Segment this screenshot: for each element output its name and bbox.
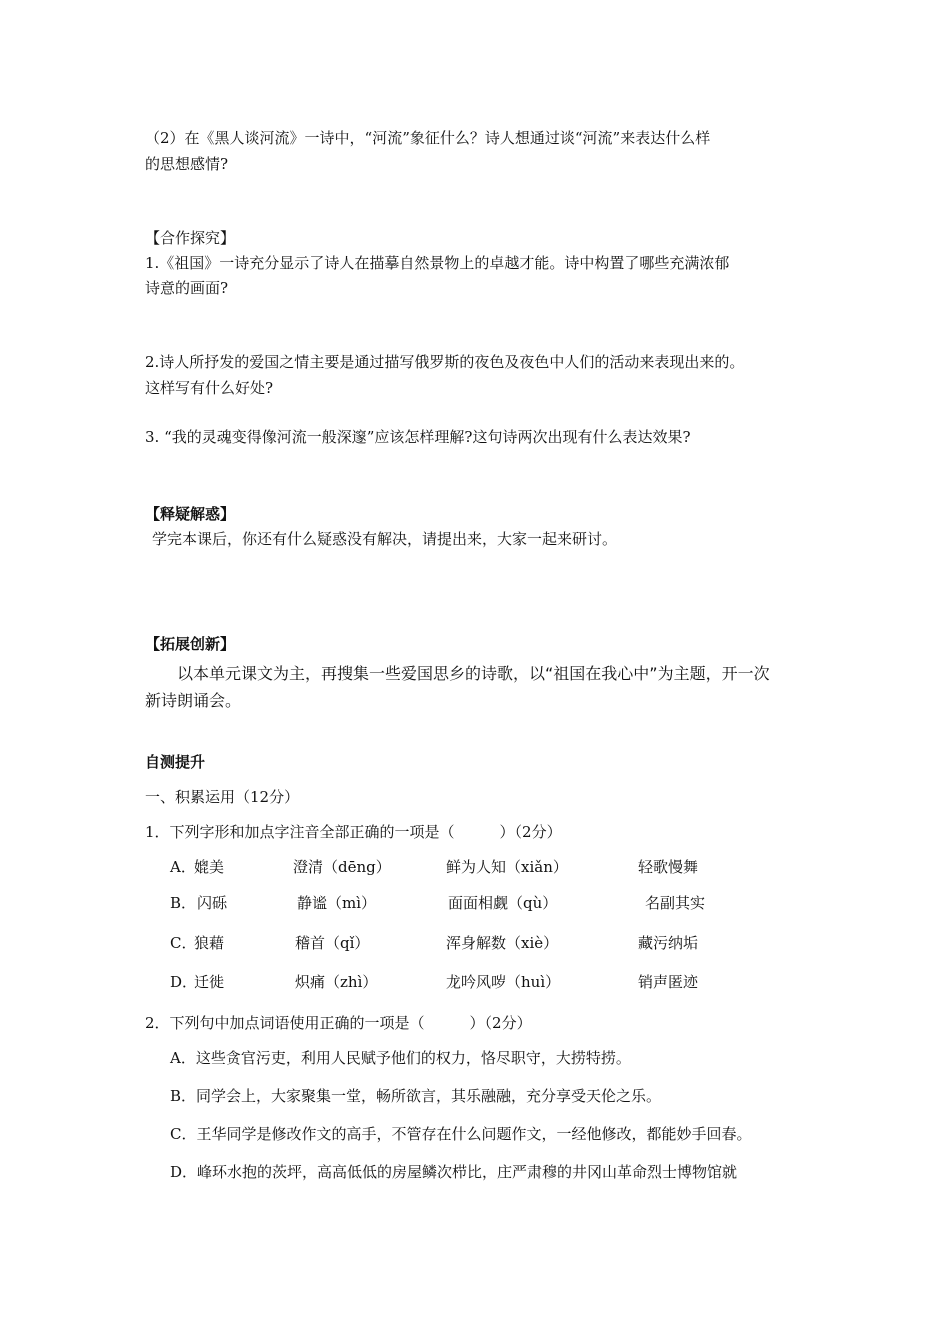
q1-option-a-label: A． <box>170 858 196 876</box>
coop-heading: 【合作探究】 <box>145 229 236 247</box>
q2-option-a: A．这些贪官污吏，利用人民赋予他们的权力，恪尽职守，大捞特捞。 <box>170 1049 631 1067</box>
q1-option-d-word-1: 迁徙 <box>194 973 225 991</box>
q1-option-d-word-4: 销声匿迹 <box>638 973 699 991</box>
q2-line-1: （2）在《黑人谈河流》一诗中，“河流”象征什么？诗人想通过谈“河流”来表达什么样 <box>145 129 711 147</box>
q2-option-c: C．王华同学是修改作文的高手，不管存在什么问题作文，一经他修改，都能妙手回春。 <box>170 1125 752 1143</box>
q2-line-2: 的思想感情? <box>145 155 229 173</box>
q1-option-a-word-2: 澄清（dēng） <box>293 858 391 876</box>
q2-stem: 2．下列句中加点词语使用正确的一项是（ ）（2分） <box>145 1014 532 1032</box>
expand-heading: 【拓展创新】 <box>145 635 236 653</box>
q1-option-c-word-3: 浑身解数（xiè） <box>446 934 559 952</box>
q1-option-a-word-1: 媲美 <box>194 858 225 876</box>
q1-option-d-label: D． <box>170 973 198 991</box>
q1-option-c-word-4: 藏污纳垢 <box>638 934 699 952</box>
coop-q2-line-1: 2.诗人所抒发的爱国之情主要是通过描写俄罗斯的夜色及夜色中人们的活动来表现出来的。 <box>145 353 745 371</box>
section-1-title: 一、积累运用（12分） <box>145 788 300 806</box>
q1-option-a-word-3: 鲜为人知（xiǎn） <box>446 858 568 876</box>
expand-line-1: 以本单元课文为主，再搜集一些爱国思乡的诗歌，以“祖国在我心中”为主题，开一次 <box>177 664 770 683</box>
q2-option-d: D．峰环水抱的茨坪，高高低低的房屋鳞次栉比，庄严肃穆的井冈山革命烈士博物馆就 <box>170 1163 738 1181</box>
q1-stem: 1．下列字形和加点字注音全部正确的一项是（ ）（2分） <box>145 823 562 841</box>
q1-option-a-word-4: 轻歌慢舞 <box>638 858 699 876</box>
q2-option-b: B．同学会上，大家聚集一堂，畅所欲言，其乐融融，充分享受天伦之乐。 <box>170 1087 662 1105</box>
q1-option-d-word-3: 龙吟风哕（huì） <box>446 973 561 991</box>
selftest-heading: 自测提升 <box>145 753 206 771</box>
q1-option-b-word-2: 静谧（mì） <box>297 894 377 912</box>
q1-option-c-word-2: 稽首（qǐ） <box>295 934 370 952</box>
q1-option-b-label: B． <box>170 894 197 912</box>
q1-option-d-word-2: 炽痛（zhì） <box>295 973 378 991</box>
doubt-heading: 【释疑解惑】 <box>145 505 236 523</box>
q1-option-c-label: C． <box>170 934 197 952</box>
expand-line-2: 新诗朗诵会。 <box>145 691 242 710</box>
q1-option-b-word-1: 闪砾 <box>197 894 228 912</box>
doubt-text: 学完本课后，你还有什么疑惑没有解决，请提出来，大家一起来研讨。 <box>152 530 618 548</box>
q1-option-c-word-1: 狼藉 <box>194 934 225 952</box>
coop-q1-line-1: 1.《祖国》一诗充分显示了诗人在描摹自然景物上的卓越才能。诗中构置了哪些充满浓郁 <box>145 254 730 272</box>
coop-q1-line-2: 诗意的画面? <box>145 279 229 297</box>
coop-q3: 3. “我的灵魂变得像河流一般深邃”应该怎样理解?这句诗两次出现有什么表达效果? <box>145 428 691 446</box>
coop-q2-line-2: 这样写有什么好处? <box>145 379 274 397</box>
q1-option-b-word-4: 名副其实 <box>645 894 706 912</box>
q1-option-b-word-3: 面面相觑（qù） <box>448 894 558 912</box>
